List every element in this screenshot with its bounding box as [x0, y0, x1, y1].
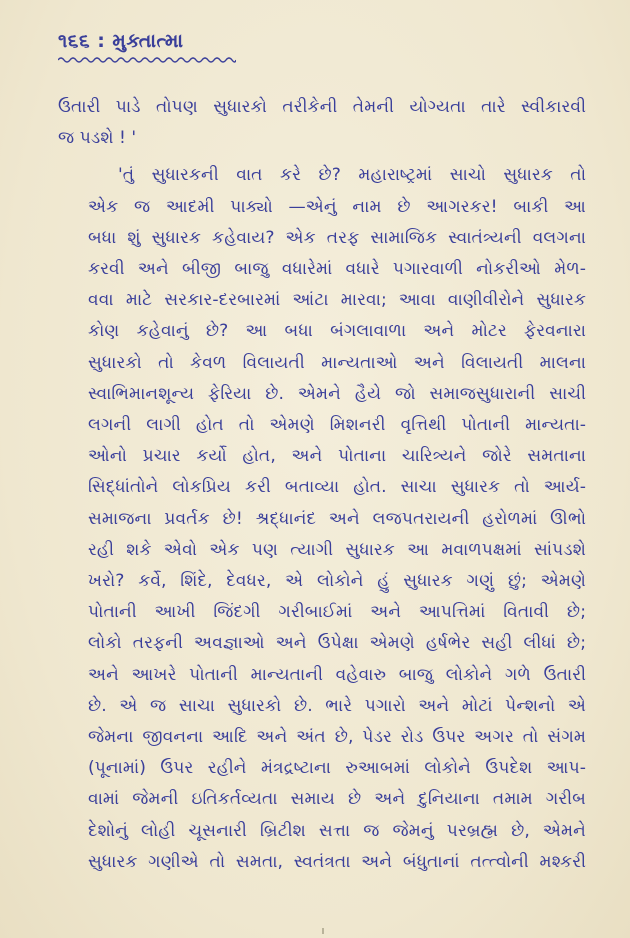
text-line: છે. એ જ સાચા સુધારકો છે. ભારે પગારો અને મોટાં પેન્શનો એ [88, 695, 586, 716]
text-line: જેમના જીવનના આદિ અને અંત છે, પેડર રોડ ઉપર અગર તો સંગમ [88, 727, 586, 748]
text-line: ઓનો પ્રચાર કર્યો હોત, અને પોતાના ચારિત્ર્યને જોરે સમતાના [88, 446, 586, 467]
page-bottom-mark [322, 928, 324, 934]
text-line: એક જ આદમી પાક્યો —એનું નામ છે આગરકર! બાકી આ [88, 196, 586, 217]
text-line: વામાં જેમની ઇતિકર્તવ્યતા સમાય છે અને દુનિયાના તમામ ગરીબ [88, 789, 586, 810]
text-line: વવા માટે સરકાર-દરબારમાં આંટા મારવા; આવા વાણીવીરોને સુધારક [88, 290, 586, 311]
body-text [58, 92, 586, 878]
page-header: ૧૬૬ : મુક્તાત્મા [58, 30, 184, 52]
text-line: લગની લાગી હોત તો એમણે મિશનરી વૃત્તિથી પોતાની માન્યતા- [88, 415, 586, 436]
text-line: સુધારક ગણીએ તો સમતા, સ્વતંત્રતા અને બંધુતાનાં તત્ત્વોની મશ્કરી [88, 851, 586, 872]
text-line: ખરો? કર્વે, શિંદે, દેવધર, એ લોકોને હું સુધારક ગણું છું; એમણે [88, 571, 586, 592]
text-line: સમાજના પ્રવર્તક છે! શ્રદ્ધાનંદ અને લજપતરાયની હરોળમાં ઊભો [88, 508, 586, 529]
text-line: કોણ કહેવાનું છે? આ બધા બંગલાવાળા અને મોટર ફેરવનારા [88, 321, 586, 342]
text-line: કરવી અને બીજી બાજુ વધારેમાં વધારે પગારવાળી નોકરીઓ મેળ- [88, 259, 586, 280]
text-line: સુધારકો તો કેવળ વિલાયતી માન્યતાઓ અને વિલાયતી માલના [88, 352, 586, 373]
paragraph-2 [58, 160, 586, 878]
text-line: લોકો તરફની અવજ્ઞાઓ અને ઉપેક્ષા એમણે હર્ષભેર સહી લીધાં છે; [88, 633, 586, 654]
text-line: પોતાની આખી જિંદગી ગરીબાઈમાં અને આપત્તિમાં વિતાવી છે; [88, 602, 586, 623]
paragraph-1 [58, 92, 586, 154]
text-line: (પૂનામાં) ઉપર રહીને મંત્રદ્રષ્ટાના રુઆબમાં લોકોને ઉપદેશ આપ- [88, 758, 586, 779]
text-line: 'તું સુધારકની વાત કરે છે? મહારાષ્ટ્રમાં સાચો સુધારક તો [118, 165, 586, 186]
text-line: દેશોનું લોહી ચૂસનારી બ્રિટીશ સત્તા જ જેમનું પરબ્રહ્મ છે, એમને [88, 820, 586, 841]
text-line: રહી શકે એવો એક પણ ત્યાગી સુધારક આ મવાળપક્ષમાં સાંપડશે [88, 539, 586, 560]
text-line: સ્વાભિમાનશૂન્ય ફેરિયા છે. એમને હૈયે જો સમાજસુધારાની સાચી [88, 383, 586, 404]
text-line: બધા શું સુધારક કહેવાય? એક તરફ સામાજિક સ્વાતંત્ર્યની વલગના [88, 227, 586, 248]
text-line: જ પડશે ! ' [58, 128, 137, 149]
text-line: સિદ્ધાંતોને લોકપ્રિય કરી બતાવ્યા હોત. સાચા સુધારક તો આર્ય- [88, 477, 586, 498]
text-line: અને આખરે પોતાની માન્યતાની વહેવારુ બાજુ લોકોને ગળે ઉતારી [88, 664, 586, 685]
header-wavy-underline [58, 56, 236, 64]
text-line: ઉતારી પાડે તોપણ સુધારકો તરીકેની તેમની યોગ્યતા તારે સ્વીકારવી [58, 97, 586, 117]
